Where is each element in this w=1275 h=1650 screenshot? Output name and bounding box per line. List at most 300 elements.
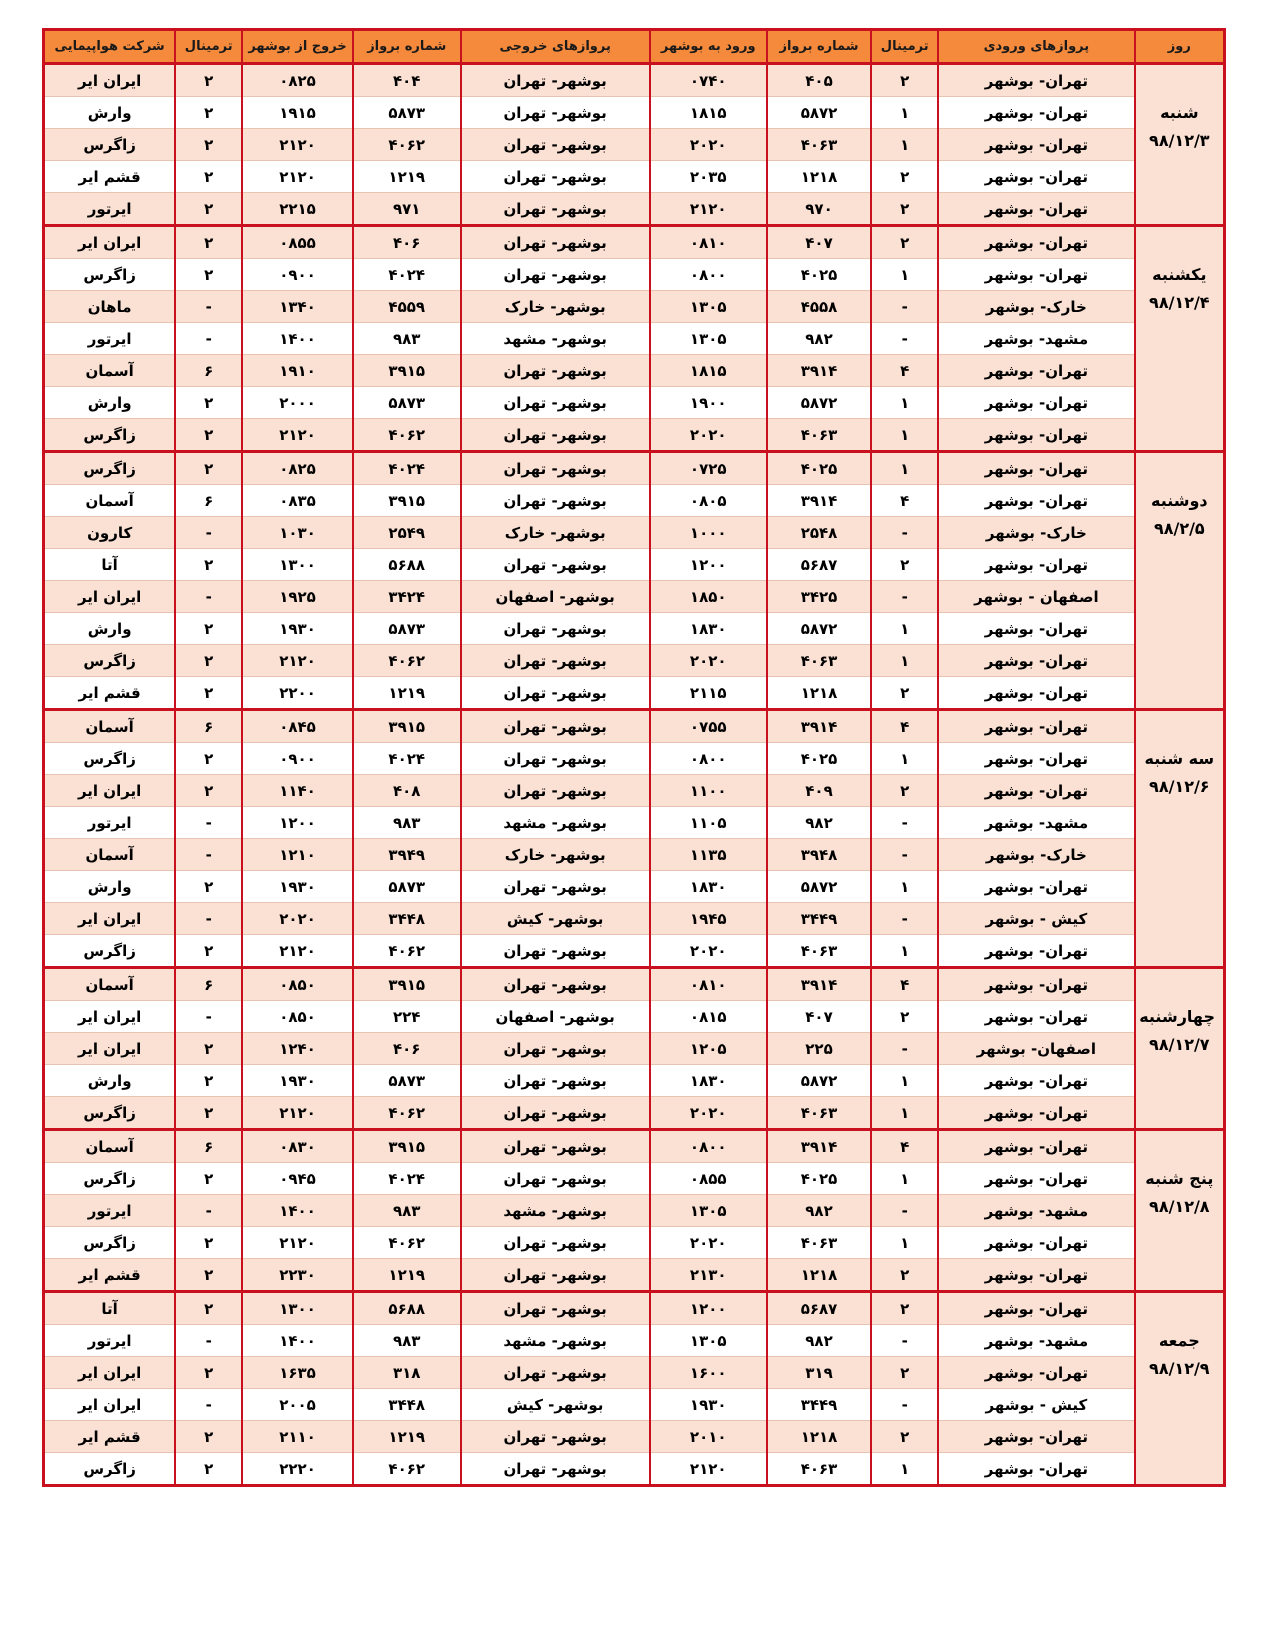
header-airline: شرکت هواپیمایی xyxy=(44,30,176,64)
header-arrival-terminal: ترمینال xyxy=(871,30,938,64)
table-row xyxy=(44,419,1225,452)
arrival-flight-cell: ۵۶۸۷ xyxy=(767,1292,872,1325)
airline-cell: زاگرس xyxy=(44,129,176,161)
arrival-time-cell: ۰۷۴۰ xyxy=(650,64,767,97)
arrival-time-cell: ۰۷۵۵ xyxy=(650,710,767,743)
arrival-route-cell: تهران- بوشهر xyxy=(938,1453,1134,1486)
departure-route-cell: بوشهر- تهران xyxy=(461,1453,650,1486)
arrival-terminal-cell: ۱ xyxy=(871,97,938,129)
arrival-terminal-cell: ۲ xyxy=(871,64,938,97)
departure-route-cell: بوشهر- تهران xyxy=(461,775,650,807)
departure-flight-cell: ۳۴۴۸ xyxy=(353,1389,461,1421)
arrival-time-cell: ۱۲۰۵ xyxy=(650,1033,767,1065)
arrival-flight-cell: ۳۹۴۸ xyxy=(767,839,872,871)
departure-terminal-cell: - xyxy=(175,1325,242,1357)
departure-terminal-cell: ۲ xyxy=(175,226,242,259)
arrival-flight-cell: ۴۰۲۵ xyxy=(767,1163,872,1195)
arrival-route-cell: تهران- بوشهر xyxy=(938,485,1134,517)
table-row xyxy=(44,259,1225,291)
departure-route-cell: بوشهر- تهران xyxy=(461,259,650,291)
departure-flight-cell: ۵۸۷۳ xyxy=(353,1065,461,1097)
arrival-time-cell: ۲۰۱۰ xyxy=(650,1421,767,1453)
arrival-time-cell: ۰۸۱۰ xyxy=(650,968,767,1001)
arrival-flight-cell: ۴۰۶۳ xyxy=(767,419,872,452)
arrival-route-cell: تهران- بوشهر xyxy=(938,775,1134,807)
departure-terminal-cell: ۲ xyxy=(175,645,242,677)
table-row xyxy=(44,581,1225,613)
table-row xyxy=(44,1065,1225,1097)
table-row xyxy=(44,968,1225,1001)
arrival-flight-cell: ۴۰۶۳ xyxy=(767,1227,872,1259)
departure-flight-cell: ۴۵۵۹ xyxy=(353,291,461,323)
departure-terminal-cell: ۶ xyxy=(175,1130,242,1163)
airline-cell: آتا xyxy=(44,1292,176,1325)
arrival-terminal-cell: ۱ xyxy=(871,935,938,968)
arrival-terminal-cell: ۲ xyxy=(871,1001,938,1033)
arrival-route-cell: خارک- بوشهر xyxy=(938,517,1134,549)
departure-time-cell: ۱۹۱۵ xyxy=(242,97,353,129)
arrival-route-cell: تهران- بوشهر xyxy=(938,355,1134,387)
arrival-terminal-cell: ۲ xyxy=(871,775,938,807)
arrival-terminal-cell: ۱ xyxy=(871,259,938,291)
arrival-time-cell: ۰۸۰۰ xyxy=(650,259,767,291)
arrival-route-cell: تهران- بوشهر xyxy=(938,1001,1134,1033)
airline-cell: ایرتور xyxy=(44,193,176,226)
departure-time-cell: ۲۰۰۵ xyxy=(242,1389,353,1421)
departure-time-cell: ۱۴۰۰ xyxy=(242,1195,353,1227)
departure-route-cell: بوشهر- تهران xyxy=(461,1163,650,1195)
departure-route-cell: بوشهر- تهران xyxy=(461,549,650,581)
departure-terminal-cell: - xyxy=(175,581,242,613)
schedule-body xyxy=(44,64,1225,1486)
departure-flight-cell: ۳۴۴۸ xyxy=(353,903,461,935)
departure-flight-cell: ۴۰۲۴ xyxy=(353,743,461,775)
arrival-terminal-cell: ۱ xyxy=(871,387,938,419)
departure-flight-cell: ۵۸۷۳ xyxy=(353,387,461,419)
airline-cell: ایران ایر xyxy=(44,1033,176,1065)
arrival-time-cell: ۱۹۰۰ xyxy=(650,387,767,419)
departure-terminal-cell: ۲ xyxy=(175,743,242,775)
table-row xyxy=(44,97,1225,129)
arrival-flight-cell: ۱۲۱۸ xyxy=(767,1421,872,1453)
airline-cell: ایرتور xyxy=(44,323,176,355)
day-date: ۹۸/۱۲/۳ xyxy=(1149,131,1210,150)
departure-flight-cell: ۴۰۶ xyxy=(353,1033,461,1065)
departure-route-cell: بوشهر- خارک xyxy=(461,517,650,549)
departure-route-cell: بوشهر- تهران xyxy=(461,1130,650,1163)
arrival-flight-cell: ۵۸۷۲ xyxy=(767,613,872,645)
departure-time-cell: ۲۲۰۰ xyxy=(242,677,353,710)
departure-route-cell: بوشهر- تهران xyxy=(461,452,650,485)
departure-time-cell: ۲۱۲۰ xyxy=(242,419,353,452)
departure-flight-cell: ۳۹۱۵ xyxy=(353,355,461,387)
arrival-terminal-cell: - xyxy=(871,517,938,549)
day-name: جمعه xyxy=(1158,1331,1200,1350)
arrival-time-cell: ۲۱۳۰ xyxy=(650,1259,767,1292)
arrival-route-cell: تهران- بوشهر xyxy=(938,1259,1134,1292)
departure-route-cell: بوشهر- تهران xyxy=(461,485,650,517)
arrival-time-cell: ۰۸۰۵ xyxy=(650,485,767,517)
departure-flight-cell: ۳۱۸ xyxy=(353,1357,461,1389)
departure-terminal-cell: - xyxy=(175,291,242,323)
departure-time-cell: ۰۸۵۰ xyxy=(242,1001,353,1033)
airline-cell: ایران ایر xyxy=(44,1001,176,1033)
departure-time-cell: ۰۹۰۰ xyxy=(242,259,353,291)
departure-flight-cell: ۴۰۲۴ xyxy=(353,1163,461,1195)
departure-time-cell: ۲۱۲۰ xyxy=(242,161,353,193)
arrival-route-cell: تهران- بوشهر xyxy=(938,613,1134,645)
departure-flight-cell: ۹۷۱ xyxy=(353,193,461,226)
header-departure-route: پروازهای خروجی xyxy=(461,30,650,64)
arrival-flight-cell: ۴۰۶۳ xyxy=(767,129,872,161)
arrival-route-cell: مشهد- بوشهر xyxy=(938,1195,1134,1227)
departure-flight-cell: ۴۰۶۲ xyxy=(353,419,461,452)
flight-schedule-table xyxy=(42,28,1226,1487)
arrival-terminal-cell: ۴ xyxy=(871,355,938,387)
table-row xyxy=(44,355,1225,387)
day-date: ۹۸/۱۲/۷ xyxy=(1149,1035,1210,1054)
arrival-time-cell: ۰۸۰۰ xyxy=(650,743,767,775)
header-departure-flight: شماره برواز xyxy=(353,30,461,64)
departure-time-cell: ۲۰۲۰ xyxy=(242,903,353,935)
day-name: چهارشنبه xyxy=(1139,1007,1215,1026)
departure-route-cell: بوشهر- تهران xyxy=(461,1033,650,1065)
arrival-flight-cell: ۴۰۶۳ xyxy=(767,935,872,968)
arrival-terminal-cell: ۱ xyxy=(871,1453,938,1486)
departure-flight-cell: ۳۹۴۹ xyxy=(353,839,461,871)
departure-flight-cell: ۵۸۷۳ xyxy=(353,871,461,903)
arrival-flight-cell: ۴۰۶۳ xyxy=(767,1097,872,1130)
day-name: سه شنبه xyxy=(1144,749,1215,768)
departure-flight-cell: ۹۸۳ xyxy=(353,807,461,839)
day-name: شنبه xyxy=(1160,103,1199,122)
airline-cell: ماهان xyxy=(44,291,176,323)
arrival-route-cell: اصفهان - بوشهر xyxy=(938,581,1134,613)
departure-route-cell: بوشهر- تهران xyxy=(461,1421,650,1453)
arrival-terminal-cell: ۲ xyxy=(871,677,938,710)
arrival-terminal-cell: ۱ xyxy=(871,452,938,485)
departure-route-cell: بوشهر- مشهد xyxy=(461,1195,650,1227)
arrival-flight-cell: ۴۰۶۳ xyxy=(767,1453,872,1486)
departure-time-cell: ۱۰۳۰ xyxy=(242,517,353,549)
departure-time-cell: ۰۸۵۰ xyxy=(242,968,353,1001)
arrival-time-cell: ۰۷۲۵ xyxy=(650,452,767,485)
departure-flight-cell: ۵۸۷۳ xyxy=(353,97,461,129)
arrival-flight-cell: ۴۰۹ xyxy=(767,775,872,807)
departure-time-cell: ۱۱۴۰ xyxy=(242,775,353,807)
arrival-route-cell: تهران- بوشهر xyxy=(938,871,1134,903)
airline-cell: ایرتور xyxy=(44,1325,176,1357)
arrival-time-cell: ۲۱۲۰ xyxy=(650,1453,767,1486)
day-date: ۹۸/۱۲/۹ xyxy=(1149,1359,1210,1378)
airline-cell: آتا xyxy=(44,549,176,581)
arrival-terminal-cell: - xyxy=(871,581,938,613)
departure-route-cell: بوشهر- اصفهان xyxy=(461,581,650,613)
day-cell xyxy=(1135,1130,1225,1292)
arrival-flight-cell: ۴۰۶۳ xyxy=(767,645,872,677)
table-row xyxy=(44,710,1225,743)
table-row xyxy=(44,1227,1225,1259)
arrival-terminal-cell: - xyxy=(871,1325,938,1357)
departure-time-cell: ۱۶۳۵ xyxy=(242,1357,353,1389)
arrival-route-cell: کیش - بوشهر xyxy=(938,1389,1134,1421)
day-date: ۹۸/۱۲/۶ xyxy=(1149,777,1210,796)
departure-terminal-cell: ۲ xyxy=(175,387,242,419)
arrival-time-cell: ۱۳۰۵ xyxy=(650,323,767,355)
table-row xyxy=(44,517,1225,549)
arrival-time-cell: ۱۹۴۵ xyxy=(650,903,767,935)
airline-cell: قشم ایر xyxy=(44,677,176,710)
airline-cell: زاگرس xyxy=(44,935,176,968)
departure-route-cell: بوشهر- تهران xyxy=(461,1292,650,1325)
arrival-time-cell: ۱۲۰۰ xyxy=(650,1292,767,1325)
departure-flight-cell: ۵۸۷۳ xyxy=(353,613,461,645)
table-row xyxy=(44,161,1225,193)
departure-terminal-cell: ۲ xyxy=(175,1033,242,1065)
departure-route-cell: بوشهر- تهران xyxy=(461,161,650,193)
departure-terminal-cell: - xyxy=(175,807,242,839)
arrival-flight-cell: ۳۴۴۹ xyxy=(767,903,872,935)
departure-time-cell: ۰۸۴۵ xyxy=(242,710,353,743)
arrival-time-cell: ۰۸۱۵ xyxy=(650,1001,767,1033)
arrival-time-cell: ۱۳۰۵ xyxy=(650,1195,767,1227)
departure-time-cell: ۱۳۴۰ xyxy=(242,291,353,323)
airline-cell: قشم ایر xyxy=(44,1421,176,1453)
arrival-route-cell: تهران- بوشهر xyxy=(938,1163,1134,1195)
header-row xyxy=(44,30,1225,64)
table-row xyxy=(44,1389,1225,1421)
airline-cell: زاگرس xyxy=(44,452,176,485)
departure-route-cell: بوشهر- تهران xyxy=(461,355,650,387)
arrival-terminal-cell: ۲ xyxy=(871,226,938,259)
airline-cell: زاگرس xyxy=(44,743,176,775)
day-cell xyxy=(1135,452,1225,710)
table-row xyxy=(44,452,1225,485)
day-name: پنج شنبه xyxy=(1145,1169,1214,1188)
arrival-time-cell: ۱۸۵۰ xyxy=(650,581,767,613)
header-arrival-route: پروازهای ورودی xyxy=(938,30,1134,64)
arrival-route-cell: تهران- بوشهر xyxy=(938,968,1134,1001)
departure-flight-cell: ۵۶۸۸ xyxy=(353,1292,461,1325)
arrival-route-cell: تهران- بوشهر xyxy=(938,452,1134,485)
table-row xyxy=(44,775,1225,807)
departure-flight-cell: ۱۲۱۹ xyxy=(353,677,461,710)
departure-flight-cell: ۳۹۱۵ xyxy=(353,1130,461,1163)
airline-cell: ایران ایر xyxy=(44,581,176,613)
arrival-terminal-cell: ۱ xyxy=(871,1163,938,1195)
arrival-flight-cell: ۳۹۱۴ xyxy=(767,968,872,1001)
table-row xyxy=(44,1097,1225,1130)
departure-terminal-cell: ۲ xyxy=(175,1259,242,1292)
departure-time-cell: ۱۹۱۰ xyxy=(242,355,353,387)
departure-time-cell: ۱۹۳۰ xyxy=(242,871,353,903)
departure-flight-cell: ۴۰۲۴ xyxy=(353,259,461,291)
arrival-terminal-cell: ۴ xyxy=(871,1130,938,1163)
arrival-route-cell: تهران- بوشهر xyxy=(938,1357,1134,1389)
departure-flight-cell: ۴۰۶۲ xyxy=(353,1227,461,1259)
departure-route-cell: بوشهر- تهران xyxy=(461,193,650,226)
arrival-terminal-cell: ۲ xyxy=(871,193,938,226)
airline-cell: زاگرس xyxy=(44,259,176,291)
table-row xyxy=(44,1292,1225,1325)
arrival-route-cell: تهران- بوشهر xyxy=(938,549,1134,581)
departure-route-cell: بوشهر- تهران xyxy=(461,871,650,903)
arrival-terminal-cell: ۱ xyxy=(871,871,938,903)
table-row xyxy=(44,291,1225,323)
airline-cell: زاگرس xyxy=(44,645,176,677)
departure-route-cell: بوشهر- خارک xyxy=(461,839,650,871)
departure-terminal-cell: - xyxy=(175,1001,242,1033)
airline-cell: زاگرس xyxy=(44,1163,176,1195)
header-arrival-time: ورود به بوشهر xyxy=(650,30,767,64)
departure-route-cell: بوشهر- تهران xyxy=(461,1357,650,1389)
table-row xyxy=(44,485,1225,517)
arrival-terminal-cell: ۱ xyxy=(871,613,938,645)
arrival-flight-cell: ۱۲۱۸ xyxy=(767,677,872,710)
departure-time-cell: ۰۸۳۰ xyxy=(242,1130,353,1163)
departure-flight-cell: ۲۲۴ xyxy=(353,1001,461,1033)
arrival-time-cell: ۱۸۳۰ xyxy=(650,613,767,645)
arrival-terminal-cell: ۱ xyxy=(871,743,938,775)
airline-cell: آسمان xyxy=(44,485,176,517)
departure-terminal-cell: ۲ xyxy=(175,1453,242,1486)
departure-route-cell: بوشهر- مشهد xyxy=(461,1325,650,1357)
airline-cell: آسمان xyxy=(44,839,176,871)
arrival-time-cell: ۱۸۱۵ xyxy=(650,97,767,129)
departure-time-cell: ۱۹۳۰ xyxy=(242,613,353,645)
arrival-terminal-cell: ۴ xyxy=(871,485,938,517)
arrival-flight-cell: ۴۰۲۵ xyxy=(767,452,872,485)
arrival-terminal-cell: ۴ xyxy=(871,710,938,743)
arrival-route-cell: تهران- بوشهر xyxy=(938,743,1134,775)
arrival-terminal-cell: ۲ xyxy=(871,1292,938,1325)
arrival-route-cell: تهران- بوشهر xyxy=(938,710,1134,743)
departure-flight-cell: ۴۰۴ xyxy=(353,64,461,97)
arrival-terminal-cell: - xyxy=(871,1389,938,1421)
arrival-route-cell: تهران- بوشهر xyxy=(938,419,1134,452)
arrival-time-cell: ۱۱۳۵ xyxy=(650,839,767,871)
departure-flight-cell: ۱۲۱۹ xyxy=(353,161,461,193)
departure-flight-cell: ۳۹۱۵ xyxy=(353,485,461,517)
departure-terminal-cell: ۲ xyxy=(175,193,242,226)
table-row xyxy=(44,677,1225,710)
table-row xyxy=(44,1357,1225,1389)
arrival-time-cell: ۱۶۰۰ xyxy=(650,1357,767,1389)
arrival-route-cell: تهران- بوشهر xyxy=(938,387,1134,419)
table-row xyxy=(44,1453,1225,1486)
table-row xyxy=(44,613,1225,645)
arrival-time-cell: ۲۰۲۰ xyxy=(650,645,767,677)
table-row xyxy=(44,1130,1225,1163)
departure-terminal-cell: - xyxy=(175,839,242,871)
airline-cell: ایران ایر xyxy=(44,64,176,97)
day-cell xyxy=(1135,226,1225,452)
table-row xyxy=(44,1195,1225,1227)
table-row xyxy=(44,1259,1225,1292)
departure-route-cell: بوشهر- تهران xyxy=(461,710,650,743)
departure-terminal-cell: ۲ xyxy=(175,419,242,452)
arrival-flight-cell: ۹۸۲ xyxy=(767,323,872,355)
table-row xyxy=(44,1001,1225,1033)
departure-time-cell: ۲۱۲۰ xyxy=(242,935,353,968)
arrival-flight-cell: ۹۷۰ xyxy=(767,193,872,226)
departure-route-cell: بوشهر- کیش xyxy=(461,903,650,935)
departure-terminal-cell: ۲ xyxy=(175,97,242,129)
arrival-flight-cell: ۳۱۹ xyxy=(767,1357,872,1389)
arrival-terminal-cell: ۱ xyxy=(871,419,938,452)
departure-flight-cell: ۴۰۶۲ xyxy=(353,935,461,968)
table-row xyxy=(44,1421,1225,1453)
departure-time-cell: ۲۱۲۰ xyxy=(242,129,353,161)
arrival-flight-cell: ۳۹۱۴ xyxy=(767,485,872,517)
airline-cell: زاگرس xyxy=(44,1227,176,1259)
arrival-terminal-cell: ۱ xyxy=(871,1227,938,1259)
departure-flight-cell: ۹۸۳ xyxy=(353,323,461,355)
departure-route-cell: بوشهر- تهران xyxy=(461,935,650,968)
arrival-flight-cell: ۱۲۱۸ xyxy=(767,161,872,193)
departure-flight-cell: ۵۶۸۸ xyxy=(353,549,461,581)
departure-route-cell: بوشهر- تهران xyxy=(461,613,650,645)
departure-route-cell: بوشهر- کیش xyxy=(461,1389,650,1421)
departure-terminal-cell: ۲ xyxy=(175,613,242,645)
departure-time-cell: ۱۲۴۰ xyxy=(242,1033,353,1065)
arrival-route-cell: تهران- بوشهر xyxy=(938,1097,1134,1130)
airline-cell: قشم ایر xyxy=(44,161,176,193)
table-row xyxy=(44,549,1225,581)
departure-time-cell: ۱۳۰۰ xyxy=(242,549,353,581)
table-row xyxy=(44,1325,1225,1357)
airline-cell: زاگرس xyxy=(44,1097,176,1130)
airline-cell: وارش xyxy=(44,387,176,419)
departure-flight-cell: ۳۹۱۵ xyxy=(353,968,461,1001)
arrival-flight-cell: ۹۸۲ xyxy=(767,807,872,839)
arrival-route-cell: تهران- بوشهر xyxy=(938,1421,1134,1453)
departure-terminal-cell: ۲ xyxy=(175,1421,242,1453)
arrival-terminal-cell: - xyxy=(871,323,938,355)
airline-cell: وارش xyxy=(44,871,176,903)
arrival-flight-cell: ۴۰۲۵ xyxy=(767,743,872,775)
arrival-terminal-cell: ۲ xyxy=(871,1259,938,1292)
departure-terminal-cell: ۶ xyxy=(175,710,242,743)
departure-terminal-cell: ۲ xyxy=(175,259,242,291)
table-row xyxy=(44,743,1225,775)
day-date: ۹۸/۱۲/۸ xyxy=(1149,1197,1210,1216)
departure-flight-cell: ۴۰۶ xyxy=(353,226,461,259)
departure-time-cell: ۰۸۲۵ xyxy=(242,64,353,97)
departure-route-cell: بوشهر- تهران xyxy=(461,129,650,161)
departure-time-cell: ۰۸۵۵ xyxy=(242,226,353,259)
arrival-flight-cell: ۹۸۲ xyxy=(767,1325,872,1357)
table-row xyxy=(44,1163,1225,1195)
arrival-route-cell: تهران- بوشهر xyxy=(938,1292,1134,1325)
arrival-terminal-cell: ۱ xyxy=(871,645,938,677)
departure-route-cell: بوشهر- تهران xyxy=(461,968,650,1001)
departure-time-cell: ۱۹۲۵ xyxy=(242,581,353,613)
departure-route-cell: بوشهر- تهران xyxy=(461,419,650,452)
departure-terminal-cell: ۲ xyxy=(175,161,242,193)
header-arrival-flight: شماره برواز xyxy=(767,30,872,64)
departure-flight-cell: ۲۵۴۹ xyxy=(353,517,461,549)
departure-terminal-cell: ۲ xyxy=(175,1065,242,1097)
arrival-time-cell: ۱۳۰۵ xyxy=(650,291,767,323)
departure-time-cell: ۲۱۲۰ xyxy=(242,645,353,677)
arrival-flight-cell: ۳۹۱۴ xyxy=(767,1130,872,1163)
departure-time-cell: ۱۲۱۰ xyxy=(242,839,353,871)
arrival-time-cell: ۰۸۵۵ xyxy=(650,1163,767,1195)
departure-time-cell: ۲۱۲۰ xyxy=(242,1097,353,1130)
airline-cell: ایران ایر xyxy=(44,226,176,259)
airline-cell: وارش xyxy=(44,613,176,645)
